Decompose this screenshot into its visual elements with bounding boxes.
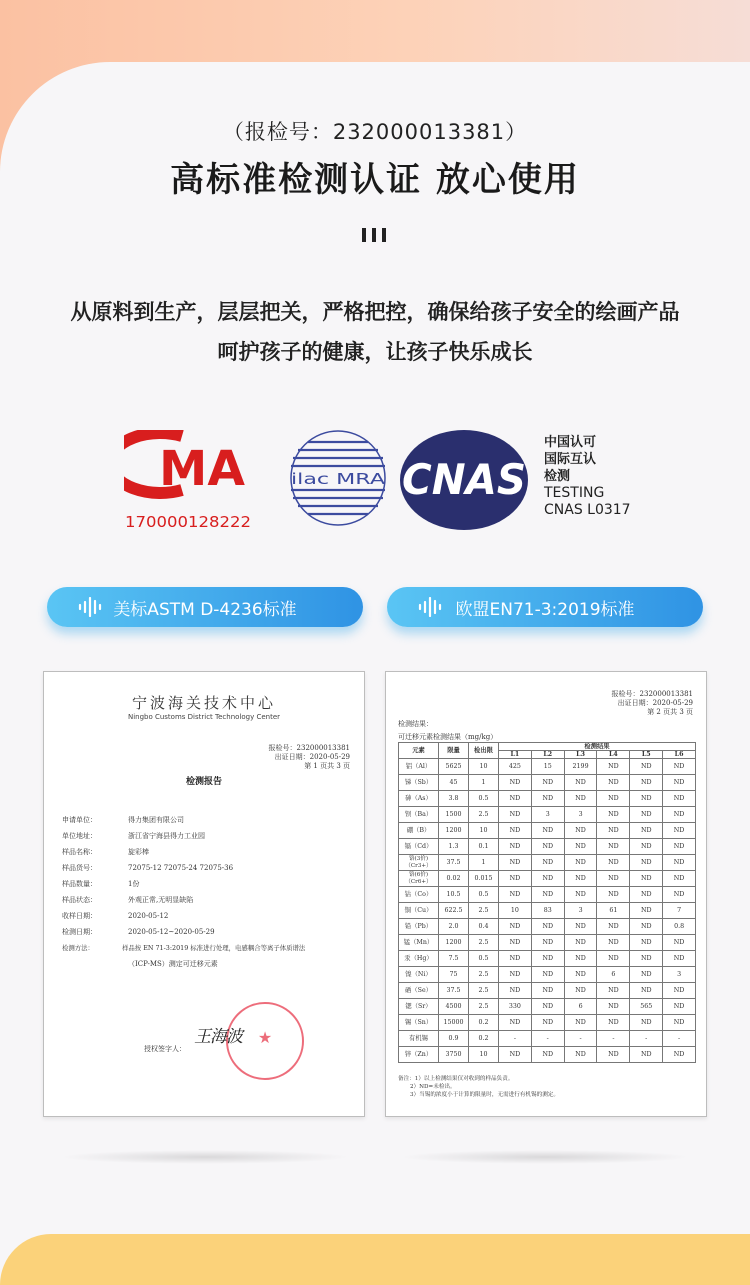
element-cell: 锌（Zn） bbox=[399, 1047, 439, 1063]
value-cell: ND bbox=[597, 951, 630, 967]
value-cell: ND bbox=[499, 839, 532, 855]
value-cell: ND bbox=[630, 839, 663, 855]
field-row: 收样日期： 2020-05-12 bbox=[62, 912, 169, 920]
doc-shadow bbox=[400, 1150, 690, 1164]
value-cell: 2.5 bbox=[469, 967, 499, 983]
value-cell: ND bbox=[499, 855, 532, 871]
value-cell: 1 bbox=[469, 775, 499, 791]
table-header-cell: 元素 bbox=[399, 743, 439, 759]
value-cell: ND bbox=[663, 775, 696, 791]
value-cell: ND bbox=[531, 1047, 564, 1063]
value-cell: ND bbox=[663, 839, 696, 855]
value-cell: 10 bbox=[469, 823, 499, 839]
value-cell: ND bbox=[597, 999, 630, 1015]
value-cell: 7.5 bbox=[439, 951, 469, 967]
cnas-cn-line-1: 中国认可 bbox=[544, 435, 597, 450]
value-cell: ND bbox=[531, 951, 564, 967]
value-cell: ND bbox=[630, 887, 663, 903]
issuer-name-en: Ningbo Customs District Technology Center bbox=[127, 713, 281, 721]
value-cell: 1.3 bbox=[439, 839, 469, 855]
value-cell: 10.5 bbox=[439, 887, 469, 903]
value-cell: 37.5 bbox=[439, 983, 469, 999]
element-cell: 砷（As） bbox=[399, 791, 439, 807]
page-headline: 高标准检测认证 放心使用 bbox=[170, 160, 580, 200]
report-page-1 bbox=[43, 671, 365, 1117]
value-cell: ND bbox=[597, 919, 630, 935]
element-cell: 铬(6价)（Cr6+） bbox=[399, 871, 439, 887]
element-cell: 镉（Cd） bbox=[399, 839, 439, 855]
element-cell: 汞（Hg） bbox=[399, 951, 439, 967]
table-header-cell: L5 bbox=[630, 751, 663, 759]
report-title: 检测报告 bbox=[185, 777, 222, 787]
field-row: 单位地址： 浙江省宁海县得力工业园 bbox=[62, 832, 205, 840]
value-cell: 0.2 bbox=[469, 1015, 499, 1031]
value-cell: 0.5 bbox=[469, 887, 499, 903]
value-cell: 0.4 bbox=[469, 919, 499, 935]
value-cell: 0.02 bbox=[439, 871, 469, 887]
value-cell: ND bbox=[597, 839, 630, 855]
table-header-cell: L6 bbox=[663, 751, 696, 759]
value-cell: 37.5 bbox=[439, 855, 469, 871]
value-cell: 83 bbox=[531, 903, 564, 919]
field-row: 样品数量： 1份 bbox=[62, 880, 140, 888]
table-row bbox=[399, 775, 696, 791]
signature: 王海波 bbox=[194, 1027, 242, 1047]
value-cell: 15 bbox=[531, 759, 564, 775]
value-cell: ND bbox=[630, 871, 663, 887]
value-cell: ND bbox=[531, 839, 564, 855]
value-cell: - bbox=[531, 1031, 564, 1047]
element-cell: 有机锡 bbox=[399, 1031, 439, 1047]
value-cell: ND bbox=[564, 967, 597, 983]
value-cell: 1 bbox=[469, 855, 499, 871]
value-cell: ND bbox=[499, 951, 532, 967]
value-cell: 2.5 bbox=[469, 999, 499, 1015]
table-row bbox=[399, 791, 696, 807]
value-cell: ND bbox=[630, 919, 663, 935]
value-cell: 61 bbox=[597, 903, 630, 919]
method-line-2: （ICP-MS）测定可迁移元素 bbox=[128, 960, 218, 968]
standard-pill-astm bbox=[47, 587, 363, 627]
report-meta: 报检号：232000013381 出证日期：2020-05-29 第 2 页共 3 页 bbox=[611, 690, 693, 716]
signer-label: 授权签字人： bbox=[144, 1045, 186, 1053]
value-cell: 0.2 bbox=[469, 1031, 499, 1047]
value-cell: ND bbox=[499, 887, 532, 903]
value-cell: - bbox=[564, 1031, 597, 1047]
table-row bbox=[399, 823, 696, 839]
field-row: 检测日期： 2020-05-12~2020-05-29 bbox=[62, 928, 215, 936]
element-cell: 铅（Pb） bbox=[399, 919, 439, 935]
value-cell: 622.5 bbox=[439, 903, 469, 919]
value-cell: 3 bbox=[531, 807, 564, 823]
sound-wave-icon bbox=[77, 597, 103, 617]
value-cell: ND bbox=[564, 775, 597, 791]
value-cell: ND bbox=[531, 919, 564, 935]
value-cell: ND bbox=[531, 983, 564, 999]
table-row bbox=[399, 887, 696, 903]
table-row bbox=[399, 903, 696, 919]
value-cell: ND bbox=[663, 999, 696, 1015]
value-cell: 425 bbox=[499, 759, 532, 775]
value-cell: 0.1 bbox=[469, 839, 499, 855]
value-cell: ND bbox=[663, 935, 696, 951]
value-cell: ND bbox=[597, 935, 630, 951]
value-cell: ND bbox=[564, 1015, 597, 1031]
element-cell: 锰（Mn） bbox=[399, 935, 439, 951]
value-cell: ND bbox=[564, 983, 597, 999]
value-cell: ND bbox=[564, 855, 597, 871]
value-cell: 1200 bbox=[439, 935, 469, 951]
value-cell: ND bbox=[564, 823, 597, 839]
sound-wave-icon bbox=[417, 597, 443, 617]
table-row bbox=[399, 951, 696, 967]
value-cell: 2.5 bbox=[469, 983, 499, 999]
table-row bbox=[399, 919, 696, 935]
value-cell: ND bbox=[531, 823, 564, 839]
report-number: （报检号：232000013381） bbox=[222, 120, 528, 144]
table-header-cell: L3 bbox=[564, 751, 597, 759]
value-cell: ND bbox=[630, 1015, 663, 1031]
value-cell: ND bbox=[531, 775, 564, 791]
issuer-name-cn: 宁波海关技术中心 bbox=[131, 694, 276, 712]
value-cell: ND bbox=[499, 967, 532, 983]
value-cell: 0.9 bbox=[439, 1031, 469, 1047]
value-cell: 7 bbox=[663, 903, 696, 919]
ilac-mra-logo bbox=[288, 428, 388, 532]
divider-bars-icon bbox=[362, 228, 390, 244]
element-cell: 锑（Sb） bbox=[399, 775, 439, 791]
value-cell: ND bbox=[663, 887, 696, 903]
element-cell: 锡（Sn） bbox=[399, 1015, 439, 1031]
value-cell: ND bbox=[499, 775, 532, 791]
svg-text:★: ★ bbox=[257, 1028, 273, 1047]
table-row bbox=[399, 1015, 696, 1031]
field-row: 样品货号： 72075-12 72075-24 72075-36 bbox=[62, 864, 234, 872]
table-notes: 备注：1）以上检测结果仅对收到的样品负责。 2）ND=未检出。 3）当锡的浓度小于计算的限量时，无需进行有机锡的测定。 bbox=[398, 1076, 559, 1098]
value-cell: ND bbox=[597, 807, 630, 823]
cma-number: 170000128222 bbox=[125, 513, 251, 531]
value-cell: ND bbox=[630, 823, 663, 839]
table-row bbox=[399, 1031, 696, 1047]
value-cell: ND bbox=[597, 1015, 630, 1031]
value-cell: 2.5 bbox=[469, 903, 499, 919]
element-cell: 硒（Se） bbox=[399, 983, 439, 999]
value-cell: 1500 bbox=[439, 807, 469, 823]
value-cell: 2199 bbox=[564, 759, 597, 775]
value-cell: ND bbox=[630, 983, 663, 999]
value-cell: 3 bbox=[663, 967, 696, 983]
cnas-en-line-1: TESTING bbox=[544, 485, 605, 501]
value-cell: ND bbox=[597, 1047, 630, 1063]
value-cell: 6 bbox=[564, 999, 597, 1015]
element-cell: 锶（Sr） bbox=[399, 999, 439, 1015]
table-header-cell: L4 bbox=[597, 751, 630, 759]
value-cell: - bbox=[630, 1031, 663, 1047]
value-cell: ND bbox=[499, 1047, 532, 1063]
field-row: 样品状态： 外观正常,无明显缺陷 bbox=[62, 896, 194, 904]
value-cell: 2.0 bbox=[439, 919, 469, 935]
cnas-logo bbox=[398, 428, 643, 532]
value-cell: ND bbox=[597, 775, 630, 791]
value-cell: ND bbox=[663, 807, 696, 823]
value-cell: ND bbox=[630, 759, 663, 775]
value-cell: ND bbox=[564, 887, 597, 903]
table-row bbox=[399, 999, 696, 1015]
field-row: 样品名称： 旋彩棒 bbox=[62, 848, 149, 856]
value-cell: ND bbox=[630, 775, 663, 791]
value-cell: ND bbox=[663, 855, 696, 871]
value-cell: 10 bbox=[469, 1047, 499, 1063]
value-cell: ND bbox=[531, 871, 564, 887]
value-cell: 0.5 bbox=[469, 791, 499, 807]
standard-pill-en71 bbox=[387, 587, 703, 627]
value-cell: ND bbox=[663, 983, 696, 999]
value-cell: ND bbox=[564, 935, 597, 951]
value-cell: ND bbox=[630, 935, 663, 951]
value-cell: ND bbox=[663, 1047, 696, 1063]
element-cell: 铝（Al） bbox=[399, 759, 439, 775]
element-cell: 铜（Cu） bbox=[399, 903, 439, 919]
value-cell: ND bbox=[564, 839, 597, 855]
value-cell: 5625 bbox=[439, 759, 469, 775]
value-cell: ND bbox=[663, 823, 696, 839]
value-cell: 3 bbox=[564, 807, 597, 823]
table-row bbox=[399, 871, 696, 887]
value-cell: ND bbox=[564, 1047, 597, 1063]
table-header-cell: 检出限 bbox=[469, 743, 499, 759]
value-cell: ND bbox=[597, 855, 630, 871]
value-cell: 3.8 bbox=[439, 791, 469, 807]
value-cell: ND bbox=[499, 807, 532, 823]
value-cell: - bbox=[663, 1031, 696, 1047]
value-cell: ND bbox=[597, 823, 630, 839]
table-row bbox=[399, 1047, 696, 1063]
value-cell: ND bbox=[663, 759, 696, 775]
value-cell: ND bbox=[597, 983, 630, 999]
value-cell: 45 bbox=[439, 775, 469, 791]
value-cell: ND bbox=[499, 919, 532, 935]
value-cell: ND bbox=[663, 871, 696, 887]
value-cell: 0.8 bbox=[663, 919, 696, 935]
element-cell: 铬(3价)（Cr3+） bbox=[399, 855, 439, 871]
table-header-cell: 限量 bbox=[439, 743, 469, 759]
value-cell: ND bbox=[499, 1015, 532, 1031]
ilac-text: ilac MRA bbox=[291, 470, 387, 488]
value-cell: ND bbox=[531, 791, 564, 807]
value-cell: 6 bbox=[597, 967, 630, 983]
value-cell: ND bbox=[564, 791, 597, 807]
description-line-2: 呵护孩子的健康，让孩子快乐成长 bbox=[217, 340, 533, 364]
table-header-cell: 检测结果 bbox=[499, 743, 696, 751]
table-row bbox=[399, 855, 696, 871]
table-row bbox=[399, 967, 696, 983]
value-cell: ND bbox=[597, 791, 630, 807]
value-cell: 565 bbox=[630, 999, 663, 1015]
value-cell: ND bbox=[499, 871, 532, 887]
value-cell: 1200 bbox=[439, 823, 469, 839]
value-cell: ND bbox=[531, 855, 564, 871]
table-title: 可迁移元素检测结果（mg/kg） bbox=[398, 733, 498, 741]
standard-label: 欧盟EN71-3:2019标准 bbox=[455, 599, 635, 620]
table-row bbox=[399, 935, 696, 951]
value-cell: ND bbox=[630, 951, 663, 967]
table-row bbox=[399, 839, 696, 855]
table-header-cell: L2 bbox=[531, 751, 564, 759]
value-cell: ND bbox=[630, 903, 663, 919]
value-cell: ND bbox=[597, 871, 630, 887]
value-cell: ND bbox=[663, 791, 696, 807]
bottom-yellow-band bbox=[0, 1234, 750, 1285]
report-meta: 报检号：232000013381 出证日期：2020-05-29 第 1 页共 3 页 bbox=[268, 744, 350, 770]
cnas-cn-line-2: 国际互认 bbox=[544, 452, 597, 467]
value-cell: 3750 bbox=[439, 1047, 469, 1063]
value-cell: ND bbox=[630, 1047, 663, 1063]
value-cell: ND bbox=[630, 967, 663, 983]
cma-logo bbox=[124, 430, 252, 532]
value-cell: ND bbox=[663, 1015, 696, 1031]
cnas-en-line-2: CNAS L0317 bbox=[544, 502, 631, 518]
element-cell: 镍（Ni） bbox=[399, 967, 439, 983]
value-cell: ND bbox=[531, 935, 564, 951]
value-cell: 10 bbox=[469, 759, 499, 775]
element-cell: 硼（B） bbox=[399, 823, 439, 839]
element-cell: 钴（Co） bbox=[399, 887, 439, 903]
cnas-cn-line-3: 检测 bbox=[544, 469, 571, 484]
value-cell: 4500 bbox=[439, 999, 469, 1015]
value-cell: ND bbox=[564, 951, 597, 967]
value-cell: 0.5 bbox=[469, 951, 499, 967]
value-cell: - bbox=[597, 1031, 630, 1047]
value-cell: 3 bbox=[564, 903, 597, 919]
value-cell: 2.5 bbox=[469, 935, 499, 951]
description-line-1: 从原料到生产，层层把关，严格把控，确保给孩子安全的绘画产品 bbox=[70, 300, 680, 324]
value-cell: ND bbox=[499, 983, 532, 999]
results-label: 检测结果： bbox=[398, 720, 433, 728]
table-row bbox=[399, 983, 696, 999]
value-cell: 10 bbox=[499, 903, 532, 919]
value-cell: 330 bbox=[499, 999, 532, 1015]
value-cell: ND bbox=[499, 823, 532, 839]
field-row: 检测方法： 样品按 EN 71-3:2019 标准进行处理，电感耦合等离子体质谱法 bbox=[62, 944, 306, 952]
value-cell: 2.5 bbox=[469, 807, 499, 823]
value-cell: 15000 bbox=[439, 1015, 469, 1031]
value-cell: ND bbox=[499, 935, 532, 951]
value-cell: ND bbox=[564, 919, 597, 935]
table-row bbox=[399, 759, 696, 775]
cma-letters: MA bbox=[159, 441, 245, 497]
value-cell: ND bbox=[499, 791, 532, 807]
value-cell: 0.015 bbox=[469, 871, 499, 887]
table-header-cell: L1 bbox=[499, 751, 532, 759]
table-row bbox=[399, 807, 696, 823]
value-cell: ND bbox=[630, 791, 663, 807]
value-cell: ND bbox=[597, 887, 630, 903]
standard-label: 美标ASTM D-4236标准 bbox=[113, 599, 297, 620]
doc-shadow bbox=[60, 1150, 350, 1164]
value-cell: ND bbox=[564, 871, 597, 887]
value-cell: ND bbox=[531, 887, 564, 903]
value-cell: ND bbox=[630, 855, 663, 871]
element-cell: 钡（Ba） bbox=[399, 807, 439, 823]
value-cell: ND bbox=[597, 759, 630, 775]
field-row: 申请单位： 得力集团有限公司 bbox=[62, 816, 184, 824]
value-cell: ND bbox=[531, 967, 564, 983]
value-cell: ND bbox=[663, 951, 696, 967]
value-cell: ND bbox=[531, 999, 564, 1015]
cnas-letters: CNAS bbox=[402, 455, 526, 504]
value-cell: - bbox=[499, 1031, 532, 1047]
value-cell: ND bbox=[531, 1015, 564, 1031]
report-page-2 bbox=[385, 671, 707, 1117]
value-cell: 75 bbox=[439, 967, 469, 983]
results-table bbox=[398, 742, 696, 1063]
value-cell: ND bbox=[630, 807, 663, 823]
